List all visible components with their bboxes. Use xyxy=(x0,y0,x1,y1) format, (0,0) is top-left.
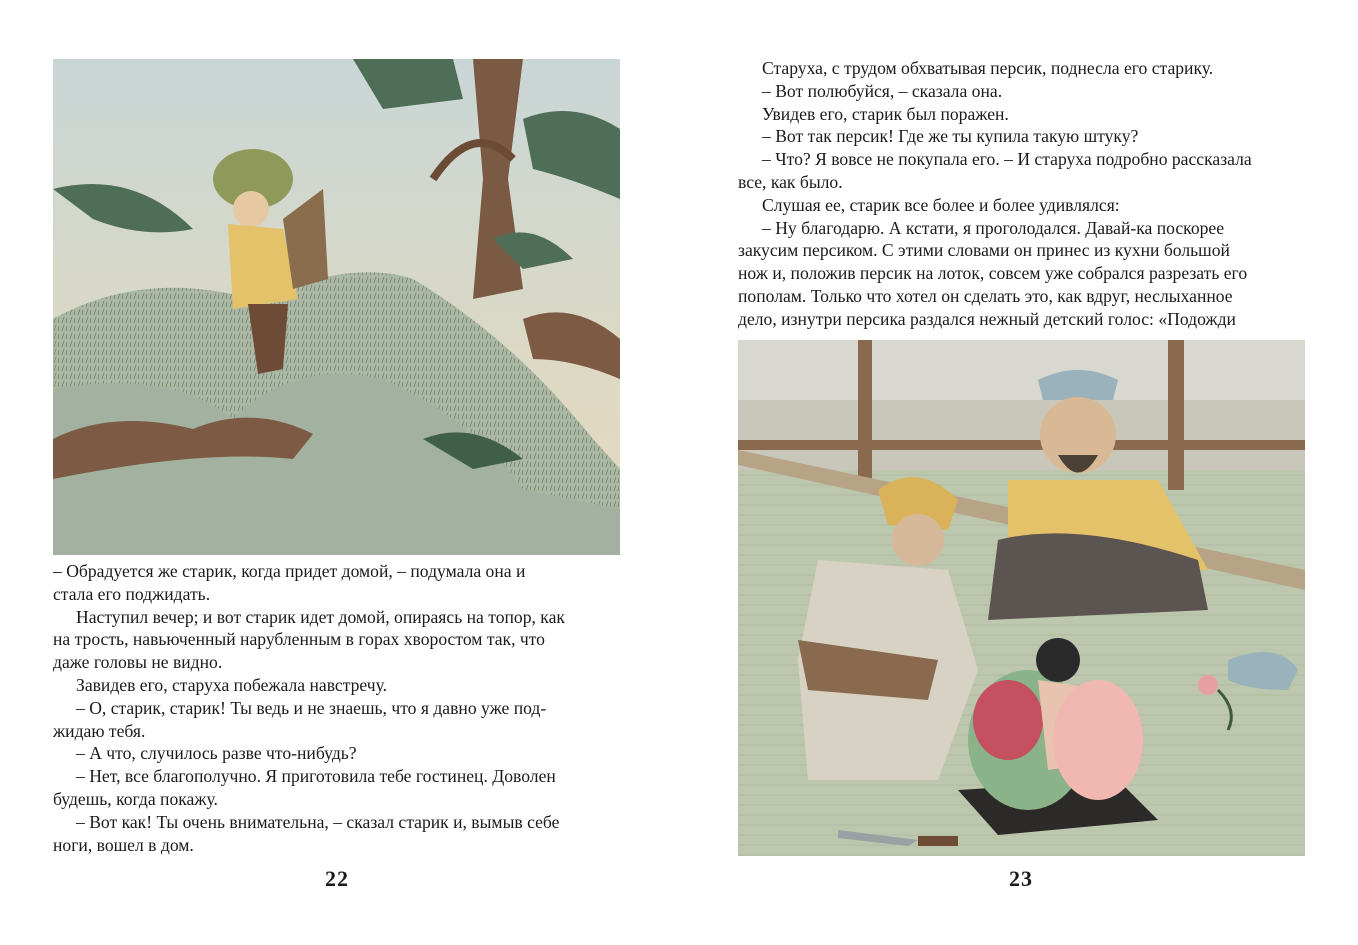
right-page xyxy=(679,0,1358,945)
text-line: закусим персиком. С этими словами он принес из кухни большой xyxy=(738,240,1230,261)
text-line: – Нет, все благополучно. Я приготовила тебе гостинец. Доволен xyxy=(76,766,556,787)
text-line: дело, изнутри персика раздался нежный детский голос: «Подожди xyxy=(738,308,1236,329)
text-line: – А что, случилось разве что-нибудь? xyxy=(76,743,357,764)
text-line: Слушая ее, старик все более и более удивлялся: xyxy=(762,194,1120,215)
text-line: все, как было. xyxy=(738,171,843,192)
text-line: жидаю тебя. xyxy=(53,720,146,741)
right-page-text xyxy=(738,57,1305,331)
text-line: – Что? Я вовсе не покупала его. – И старуха подробно рассказала xyxy=(762,149,1252,170)
text-line: даже головы не видно. xyxy=(53,652,223,673)
text-line: – Вот полюбуйся, – сказала она. xyxy=(762,80,1003,101)
text-line: Увидев его, старик был поражен. xyxy=(762,103,1009,124)
text-line: – Обрадуется же старик, когда придет домой, – подумала она и xyxy=(53,561,526,581)
text-line: – Вот так персик! Где же ты купила такую штуку? xyxy=(762,126,1139,147)
page-number: 22 xyxy=(325,866,349,891)
text-line: Старуха, с трудом обхватывая персик, поднесла его старику. xyxy=(762,58,1214,78)
text-line: на трость, навьюченный нарубленным в горах хворостом так, что xyxy=(53,629,545,650)
page-number: 23 xyxy=(1009,866,1033,891)
text-line: будешь, когда покажу. xyxy=(53,788,218,809)
illustration-peach-boy-discovery xyxy=(738,340,1305,856)
illustration-old-man-hillside xyxy=(53,59,620,555)
text-line: – Вот как! Ты очень внимательна, – сказал старик и, вымыв себе xyxy=(76,811,560,832)
text-line: стала его поджидать. xyxy=(53,583,211,604)
left-page-text xyxy=(53,560,620,856)
text-line: – Ну благодарю. А кстати, я проголодался. Давай-ка поскорее xyxy=(762,217,1225,238)
text-line: нож и, положив персик на лоток, совсем уже собрался разрезать его xyxy=(738,263,1248,284)
text-line: Завидев его, старуха побежала навстречу. xyxy=(76,674,388,695)
hillside-scene xyxy=(53,59,620,555)
text-line: Наступил вечер; и вот старик идет домой, опираясь на топор, как xyxy=(76,606,565,627)
text-line: ноги, вошел в дом. xyxy=(53,834,194,855)
interior-scene xyxy=(738,340,1305,856)
text-line: пополам. Только что хотел он сделать это, как вдруг, неслыханное xyxy=(738,285,1233,306)
text-line: – О, старик, старик! Ты ведь и не знаешь, что я давно уже под- xyxy=(76,697,547,718)
